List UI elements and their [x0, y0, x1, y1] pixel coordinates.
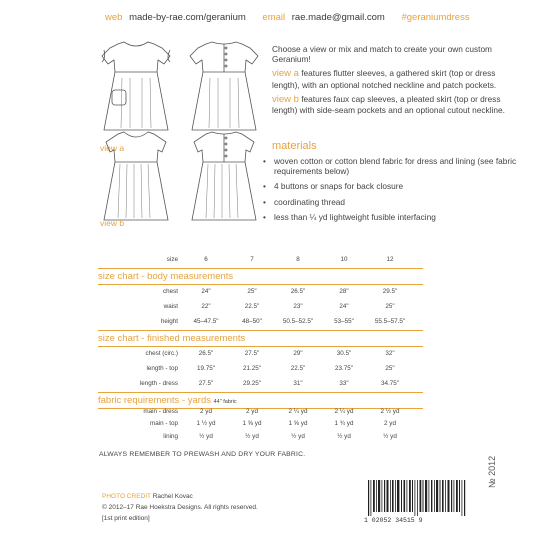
table-cell: 26.5"	[198, 350, 214, 357]
table-cell: 27.5"	[198, 380, 214, 387]
table-cell: 55.5–57.5"	[374, 318, 406, 325]
barcode-digits: 1 02052 34515 9	[364, 517, 423, 524]
table-cell: 33"	[339, 380, 349, 387]
barcode	[362, 480, 480, 529]
view-b-text: features faux cap sleeves, a pleated skirt (top or dress length) with side-seam pockets and an optional cutout neckline.	[272, 93, 505, 116]
size-value: 6	[204, 256, 208, 263]
barcode-graphic	[362, 480, 480, 524]
section-divider	[98, 284, 423, 285]
table-cell: 22"	[201, 303, 211, 310]
size-value: 8	[296, 256, 300, 263]
table-cell: ½ yd	[291, 433, 305, 440]
size-value: 7	[250, 256, 254, 263]
credits	[102, 492, 258, 524]
hashtag: #geraniumdress	[401, 12, 470, 23]
table-cell: ½ yd	[337, 433, 351, 440]
copyright: © 2012–17 Rae Hoekstra Designs. All rights reserved.	[102, 503, 258, 511]
table-cell: 24"	[339, 303, 349, 310]
prewash-note: ALWAYS REMEMBER TO PREWASH AND DRY YOUR FABRIC.	[99, 451, 306, 458]
table-cell: 23"	[293, 303, 303, 310]
finished-measurements-heading: size chart - finished measurements	[98, 333, 246, 344]
table-cell: 50.5–52.5"	[282, 318, 314, 325]
fabric-requirements-heading	[98, 395, 237, 406]
materials-heading: materials	[272, 140, 317, 152]
table-cell: 2 ¼ yd	[334, 408, 354, 415]
size-label: size	[166, 256, 178, 263]
row-label: length - dress	[139, 380, 178, 387]
edition: [1st print edition]	[102, 514, 150, 522]
table-cell: 29.5"	[382, 288, 398, 295]
table-cell: 1 ⅝ yd	[242, 420, 262, 427]
row-label: waist	[163, 303, 178, 310]
table-cell: 34.75"	[381, 380, 399, 387]
table-cell: 2 yd	[200, 408, 212, 415]
table-cell: 32"	[385, 350, 395, 357]
table-cell: 25"	[385, 365, 395, 372]
table-cell: 22.5"	[244, 303, 260, 310]
table-cell: 24"	[201, 288, 211, 295]
row-label: main - dress	[143, 408, 178, 415]
table-cell: 1 ¾ yd	[334, 420, 354, 427]
view-a-description	[272, 68, 524, 89]
size-value: 10	[340, 256, 348, 263]
materials-list	[262, 156, 522, 227]
table-cell: 26.5"	[290, 288, 306, 295]
row-label: length - top	[146, 365, 178, 372]
table-cell: 45–47.5"	[193, 318, 219, 325]
body-measurements-heading: size chart - body measurements	[98, 271, 234, 282]
table-cell: ½ yd	[383, 433, 397, 440]
materials-item: • less than ¼ yd lightweight fusible interfacing	[262, 212, 522, 222]
materials-item: • coordinating thread	[262, 197, 522, 207]
materials-item: • woven cotton or cotton blend fabric for dress and lining (see fabric requirements below)	[262, 156, 522, 176]
view-a-text: features flutter sleeves, a gathered skirt (top or dress length), with an optional notched neckline and patch pockets.	[272, 68, 497, 90]
row-label: chest (circ.)	[145, 350, 178, 357]
table-cell: 28"	[339, 288, 349, 295]
web-label: web	[105, 12, 123, 23]
web-url[interactable]: made-by-rae.com/geranium	[129, 12, 246, 23]
table-cell: 30.5"	[336, 350, 352, 357]
table-cell: 2 ½ yd	[380, 408, 400, 415]
section-divider	[98, 346, 423, 347]
section-divider	[98, 330, 423, 331]
size-value: 12	[386, 256, 394, 263]
photo-credit-label: PHOTO CREDIT	[102, 493, 151, 500]
view-b-heading: view b	[272, 93, 299, 105]
row-label: height	[160, 318, 178, 325]
table-cell: 29"	[293, 350, 303, 357]
table-cell: 53–55"	[334, 318, 354, 325]
intro-text: Choose a view or mix and match to create your own custom Geranium!	[272, 44, 492, 65]
table-cell: 19.75"	[197, 365, 215, 372]
row-label: lining	[163, 433, 178, 440]
table-cell: 1 ⅝ yd	[288, 420, 308, 427]
view-a-heading: view a	[272, 68, 299, 80]
section-divider	[98, 392, 423, 393]
table-cell: 23.75"	[335, 365, 353, 372]
section-divider	[98, 268, 423, 269]
view-b-label: view b	[100, 218, 125, 228]
table-cell: 31"	[293, 380, 303, 387]
row-label: main - top	[150, 420, 178, 427]
photo-credit-name: Rachel Kovac	[152, 493, 193, 500]
photo-credit	[102, 492, 258, 503]
view-b-back-drawing	[184, 128, 264, 233]
table-cell: 2 ¼ yd	[288, 408, 308, 415]
table-cell: 2 yd	[246, 408, 258, 415]
fabric-width-note: 44" fabric	[213, 399, 237, 405]
table-cell: 25"	[385, 303, 395, 310]
table-cell: 48–50"	[242, 318, 262, 325]
email-label: email	[262, 12, 286, 23]
header-contact	[105, 12, 474, 23]
table-cell: 25"	[247, 288, 257, 295]
table-cell: 27.5"	[244, 350, 260, 357]
fabric-heading-text: fabric requirements - yards	[98, 395, 211, 406]
intro-description	[272, 44, 524, 119]
materials-item: • 4 buttons or snaps for back closure	[262, 181, 522, 191]
table-cell: 29.25"	[243, 380, 261, 387]
table-cell: 2 yd	[384, 420, 396, 427]
email-address[interactable]: rae.made@gmail.com	[291, 12, 385, 23]
table-cell: 22.5"	[290, 365, 306, 372]
table-cell: ½ yd	[199, 433, 213, 440]
view-a-label: view a	[100, 143, 125, 153]
row-label: chest	[162, 288, 178, 295]
pattern-number: № 2012	[487, 455, 497, 488]
table-cell: ½ yd	[245, 433, 259, 440]
table-cell: 21.25"	[243, 365, 261, 372]
view-b-description	[272, 94, 524, 115]
table-cell: 1 ½ yd	[196, 420, 216, 427]
